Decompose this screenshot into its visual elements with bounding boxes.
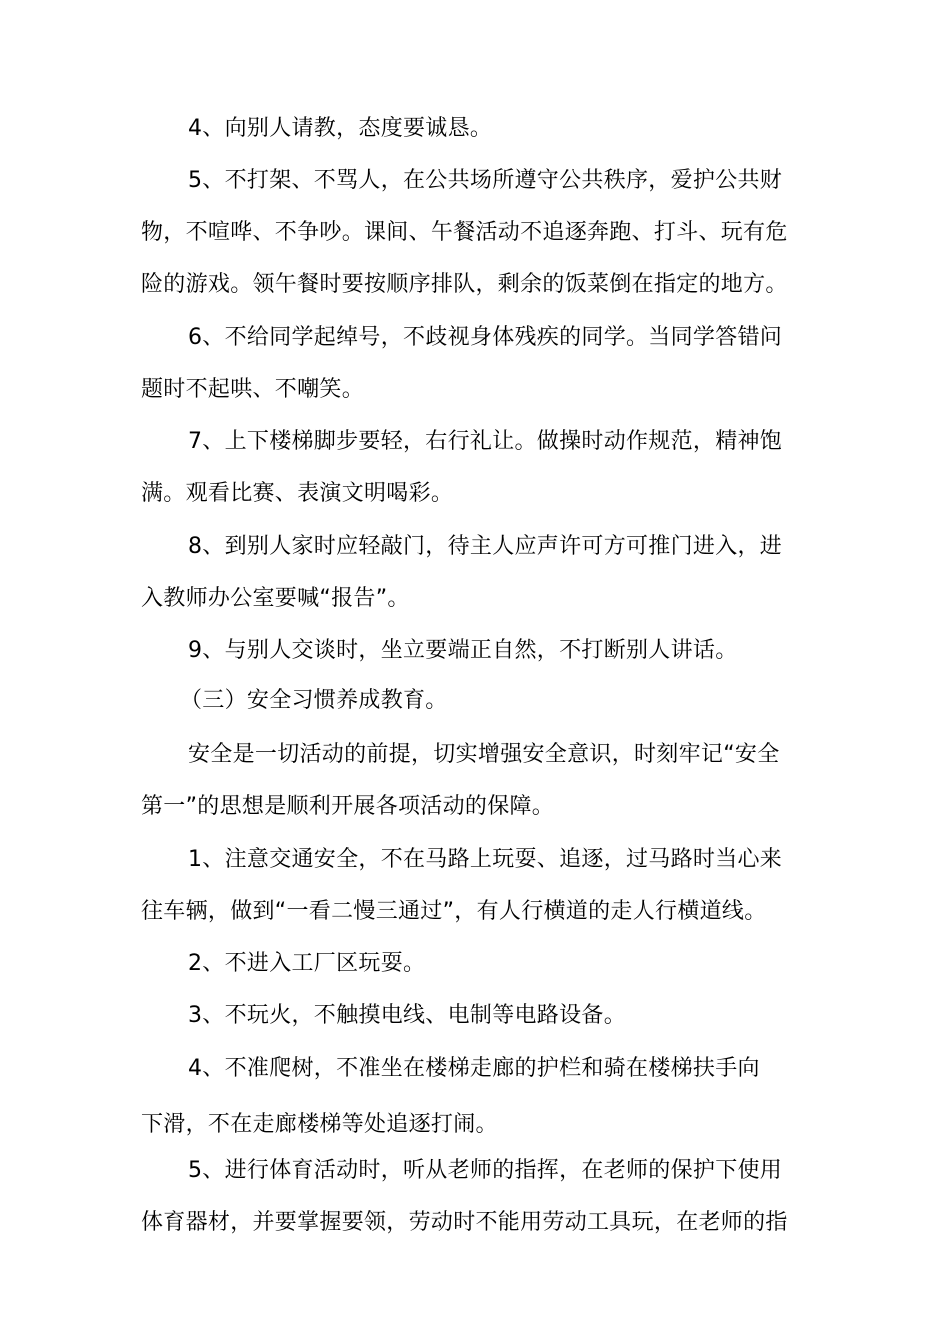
text-line-safety-5-cont: 体育器材，并要掌握要领，劳动时不能用劳动工具玩，在老师的指	[141, 1210, 788, 1235]
text-line-safety-5-start: 5、进行体育活动时，听从老师的指挥，在老师的保护下使用	[188, 1158, 783, 1183]
text-line-safety-2: 2、不进入工厂区玩耍。	[188, 951, 426, 976]
text-line-item-9: 9、与别人交谈时，坐立要端正自然，不打断别人讲话。	[188, 638, 738, 663]
text-line-safety-3: 3、不玩火，不触摸电线、电制等电路设备。	[188, 1003, 626, 1028]
text-line-item-5-start: 5、不打架、不骂人，在公共场所遵守公共秩序，爱护公共财	[188, 168, 783, 193]
text-line-safety-1-start: 1、注意交通安全，不在马路上玩耍、追逐，过马路时当心来	[188, 847, 783, 872]
text-line-item-7-start: 7、上下楼梯脚步要轻，右行礼让。做操时动作规范，精神饱	[188, 429, 783, 454]
text-line-item-8-cont: 入教师办公室要喊“报告”。	[141, 586, 410, 611]
text-line-item-7-cont: 满。观看比赛、表演文明喝彩。	[141, 481, 454, 506]
text-line-safety-intro-cont: 第一”的思想是顺利开展各项活动的保障。	[141, 794, 555, 819]
text-line-item-5-cont-1: 物，不喧哗、不争吵。课间、午餐活动不追逐奔跑、打斗、玩有危	[141, 220, 788, 245]
text-line-item-8-start: 8、到别人家时应轻敲门，待主人应声许可方可推门进入，进	[188, 534, 783, 559]
text-line-item-6-start: 6、不给同学起绰号，不歧视身体残疾的同学。当同学答错问	[188, 325, 783, 350]
text-line-item-6-cont: 题时不起哄、不嘲笑。	[141, 377, 365, 402]
text-line-safety-intro-start: 安全是一切活动的前提，切实增强安全意识，时刻牢记“安全	[188, 742, 780, 767]
text-line-item-5-cont-2: 险的游戏。领午餐时要按顺序排队，剩余的饭菜倒在指定的地方。	[141, 272, 788, 297]
text-line-item-4-respect: 4、向别人请教，态度要诚恳。	[188, 116, 493, 141]
text-line-safety-1-cont: 往车辆，做到“一看二慢三通过”，有人行横道的走人行横道线。	[141, 899, 767, 924]
text-line-safety-4-cont: 下滑，不在走廊楼梯等处追逐打闹。	[141, 1112, 498, 1137]
section-heading-safety: （三）安全习惯养成教育。	[180, 688, 448, 713]
text-line-safety-4-start: 4、不准爬树，不准坐在楼梯走廊的护栏和骑在楼梯扶手向	[188, 1056, 760, 1081]
